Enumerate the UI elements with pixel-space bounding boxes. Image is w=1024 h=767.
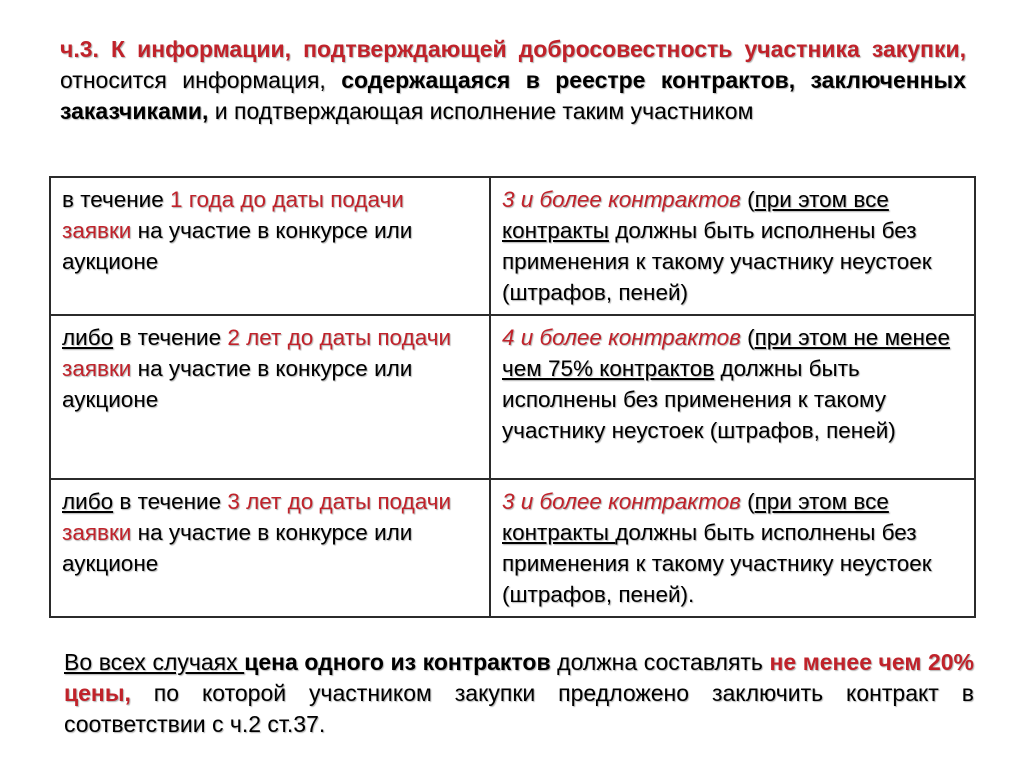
footer-text-1: Во всех случаях [64, 649, 245, 675]
requirement-text: должны быть исполнены без применения к такому участнику неустоек (штрафов, пеней) [502, 356, 896, 443]
period-text: на участие в конкурсе или аукционе [62, 218, 413, 274]
either-label: либо [62, 325, 114, 350]
contracts-count: 4 и более контрактов [502, 325, 741, 350]
table-row [50, 315, 975, 479]
requirement-cell [490, 315, 975, 479]
period-text: в течение [113, 489, 228, 514]
period-text: на участие в конкурсе или аукционе [62, 520, 413, 576]
period-text: в течение [113, 325, 228, 350]
requirement-text: ( [740, 187, 755, 212]
requirement-cell [490, 177, 975, 315]
period-highlight: 2 лет до даты подачи заявки [62, 325, 452, 381]
intro-heading: ч.3. К информации, подтверждающей добросовестность участника закупки, [60, 36, 966, 62]
intro-paragraph [60, 34, 966, 127]
footer-emphasis-1: цена одного из контрактов [244, 649, 551, 675]
requirement-text: ( [740, 325, 755, 350]
conditions-table [49, 176, 976, 618]
contracts-count: 3 и более контрактов [502, 187, 741, 212]
requirement-underlined: при этом все контракты [502, 187, 889, 243]
intro-emphasis: содержащаяся в реестре контрактов, заключенных заказчиками, [60, 67, 966, 124]
requirement-text: должны быть исполнены без применения к такому участнику неустоек (штрафов, пеней). [502, 520, 932, 607]
period-cell [50, 177, 490, 315]
requirement-cell [490, 479, 975, 617]
period-cell [50, 479, 490, 617]
footer-text-3: по которой участником закупки предложено заключить контракт в соответствии с ч.2 ст.37. [64, 680, 974, 737]
table-row [50, 177, 975, 315]
either-label: либо [62, 489, 114, 514]
period-text: на участие в конкурсе или аукционе [62, 356, 413, 412]
requirement-text: должны быть исполнены без применения к такому участнику неустоек (штрафов, пеней) [502, 218, 932, 305]
requirement-underlined: при этом все контракты [502, 489, 889, 545]
intro-text-1: относится информация, [60, 67, 342, 93]
footer-text-2: должна составлять [550, 649, 770, 675]
intro-text-2: и подтверждающая исполнение таким участником [208, 98, 754, 124]
footer-paragraph [64, 647, 974, 740]
period-highlight: 3 лет до даты подачи заявки [62, 489, 452, 545]
table-row [50, 479, 975, 617]
contracts-count: 3 и более контрактов [502, 489, 741, 514]
requirement-underlined: при этом не менее чем 75% контрактов [502, 325, 951, 381]
footer-emphasis-2: не менее чем 20% цены, [64, 649, 974, 706]
period-cell [50, 315, 490, 479]
period-highlight: 1 года до даты подачи заявки [62, 187, 404, 243]
period-text: в течение [62, 187, 171, 212]
requirement-text: ( [740, 489, 755, 514]
